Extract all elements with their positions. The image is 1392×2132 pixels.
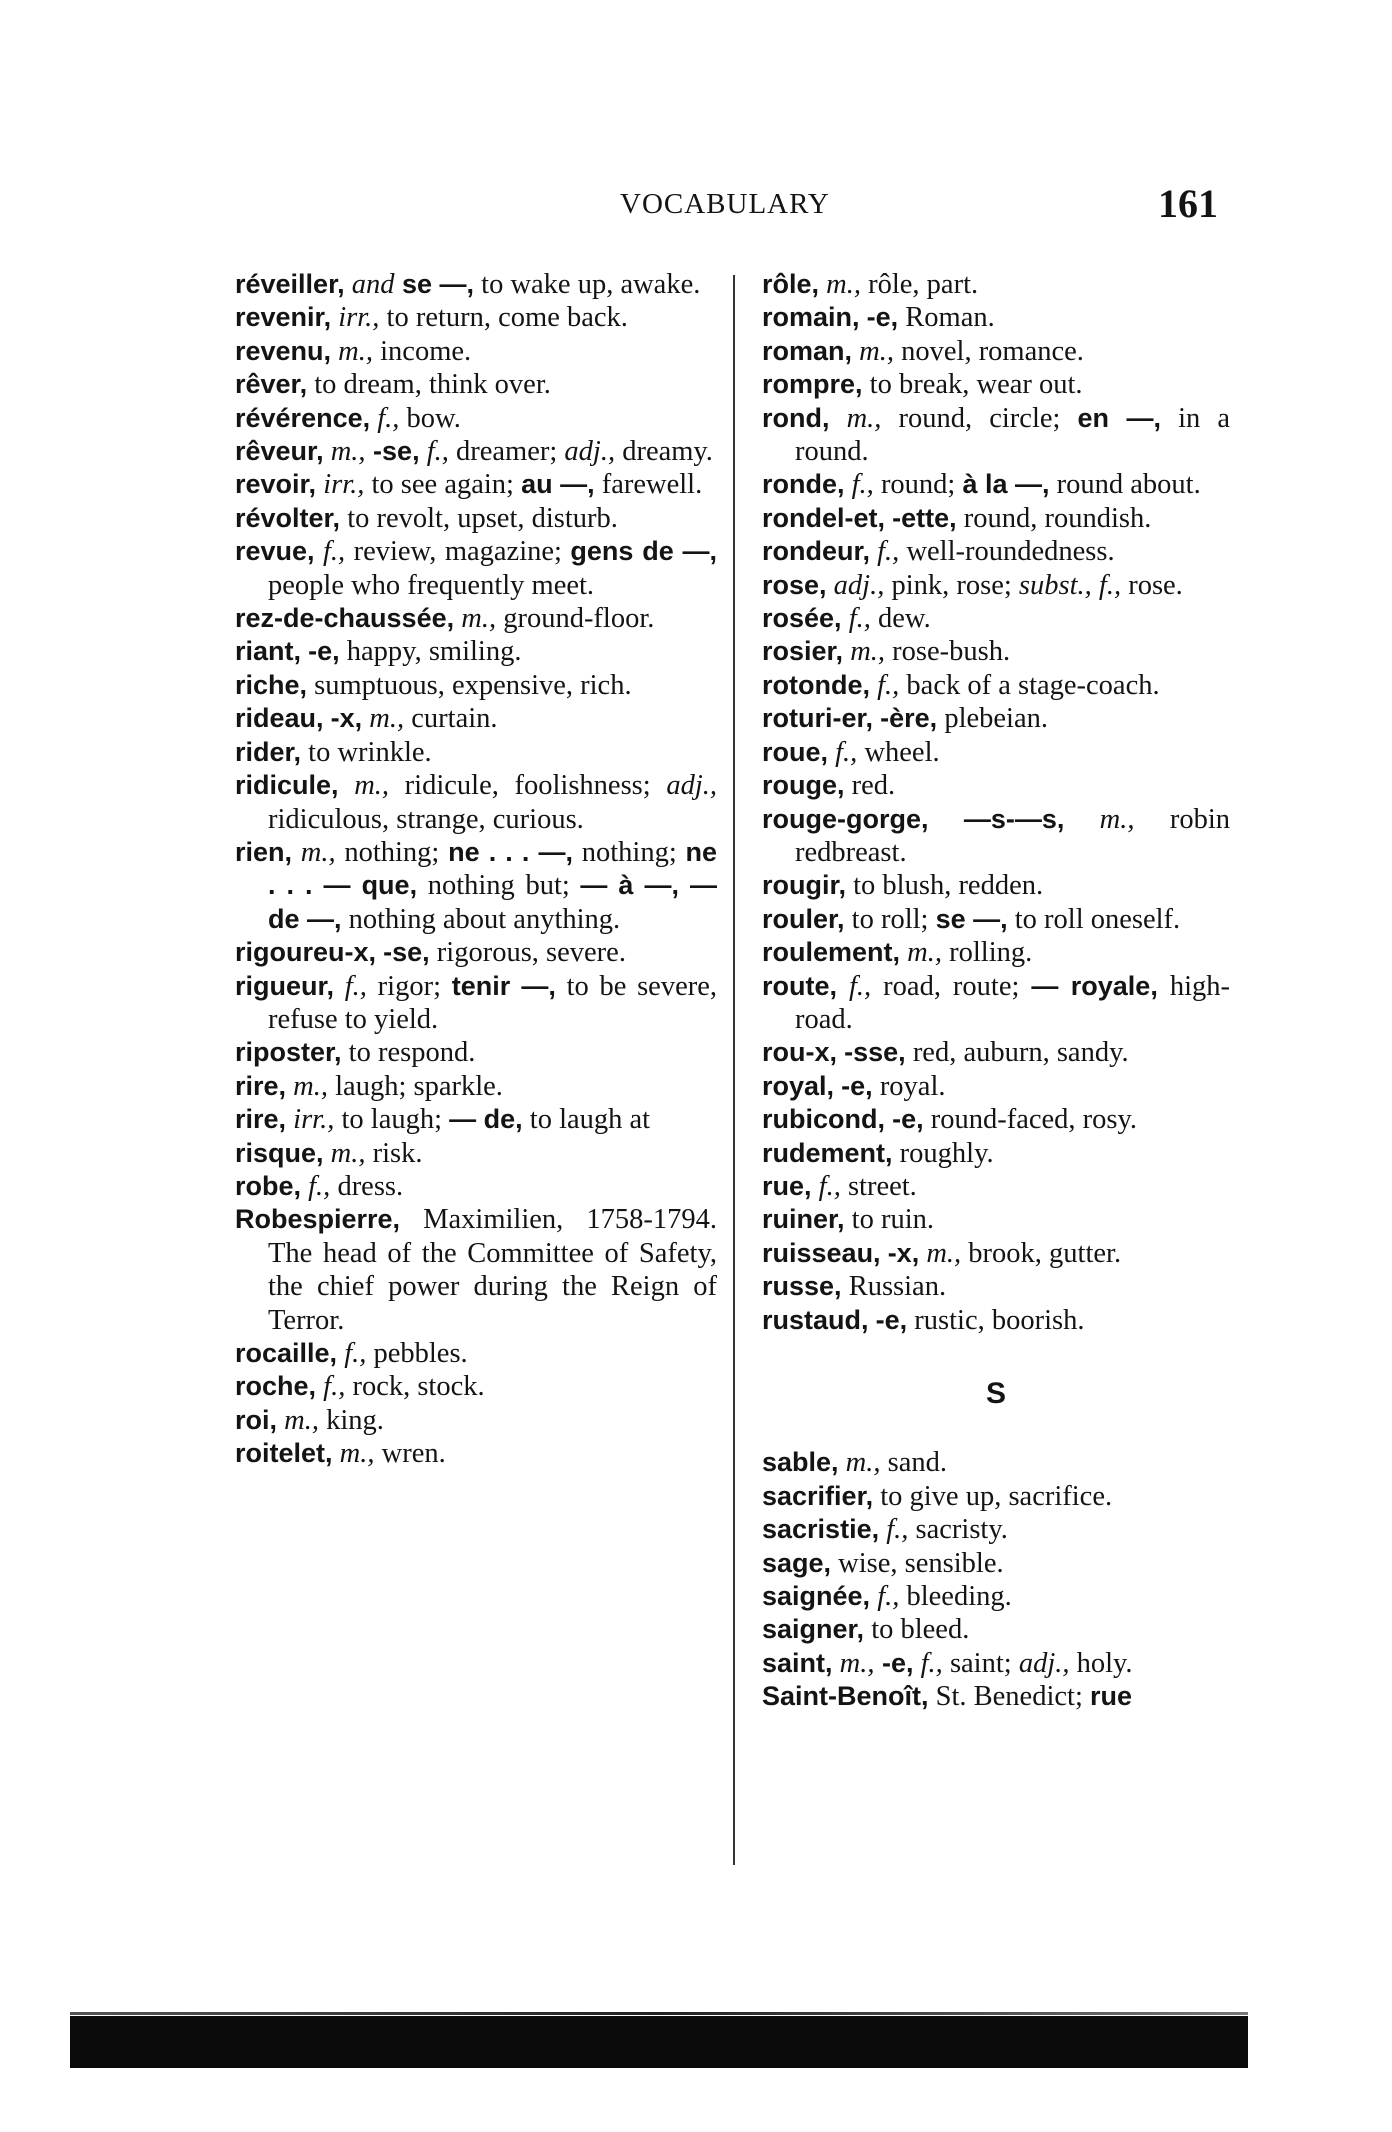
definition-text: dew. <box>870 603 931 635</box>
headword: rue, <box>762 1170 812 1201</box>
entry <box>762 736 1230 769</box>
headword: rire, <box>235 1104 287 1135</box>
definition-text: bow. <box>399 402 461 434</box>
definition-text: f., <box>419 436 449 468</box>
definition-text: rue <box>1089 1681 1133 1712</box>
definition-text: f., <box>851 469 874 501</box>
entry <box>762 1513 1230 1546</box>
definition-text: ridiculous, strange, curious. <box>268 803 584 835</box>
definition-text: wheel. <box>857 736 940 768</box>
definition-text: royal. <box>872 1070 946 1102</box>
definition-text: irr., <box>338 302 380 334</box>
headword: saigner, <box>762 1614 865 1645</box>
headword: révolter, <box>235 502 341 533</box>
definition-text: well-roundedness. <box>899 536 1115 568</box>
scan-edge-shadow <box>70 2012 1248 2015</box>
definition-text: road, route; <box>871 970 1032 1002</box>
definition-text: round about. <box>1049 469 1201 501</box>
definition-text: se —, <box>935 903 1008 934</box>
entry <box>762 1480 1230 1513</box>
definition-text: to see again; <box>364 469 522 501</box>
entry <box>762 1613 1230 1646</box>
definition-text: m., <box>284 1404 319 1436</box>
definition-text: to blush, redden. <box>853 870 1044 902</box>
entry <box>762 769 1230 802</box>
headword: rouge, <box>762 770 845 801</box>
definition-text: à la —, <box>962 469 1050 500</box>
headword: sage, <box>762 1547 832 1578</box>
headword: rien, <box>235 836 293 867</box>
definition-text: m., <box>1064 803 1135 835</box>
entry <box>762 402 1230 469</box>
definition-text: -ette, <box>892 502 957 533</box>
headword: rocaille, <box>235 1338 338 1368</box>
headword: royal, <box>762 1070 835 1101</box>
definition-text: f., <box>886 1514 909 1546</box>
entry <box>235 769 717 836</box>
definition-text: and <box>351 269 395 300</box>
definition-text: m., <box>826 269 861 300</box>
entry <box>235 1036 717 1069</box>
definition-text: -se, <box>365 436 420 467</box>
headword: revue, <box>235 536 315 567</box>
definition-text: m., <box>845 1447 881 1479</box>
headword: riant, <box>235 636 302 667</box>
definition-text: -e, <box>875 1304 908 1335</box>
scan-bottom-bar <box>70 2016 1248 2068</box>
entry <box>762 1036 1230 1069</box>
definition-text: f., <box>323 536 346 568</box>
headword: saignée, <box>762 1581 871 1612</box>
definition-text: rock, stock. <box>345 1371 485 1403</box>
definition-text: — à —, — de —, <box>268 870 717 934</box>
entry <box>235 936 717 969</box>
entry <box>762 1103 1230 1136</box>
definition-text: irr., <box>323 469 365 501</box>
definition-text: sacristy. <box>908 1514 1008 1546</box>
entry <box>235 335 717 368</box>
definition-text: curtain. <box>404 703 498 735</box>
headword: rire, <box>235 1070 287 1101</box>
entry <box>762 635 1230 668</box>
definition-text: m., <box>293 1070 329 1102</box>
definition-text: Russian. <box>848 1271 947 1303</box>
definition-text: -x, <box>887 1237 920 1268</box>
entry <box>235 268 717 301</box>
running-head: VOCABULARY <box>620 188 830 220</box>
entry <box>235 970 717 1037</box>
entry <box>762 569 1230 602</box>
definition-text: dreamy. <box>615 436 713 468</box>
entry <box>235 602 717 635</box>
entry <box>235 1070 717 1103</box>
headword: rouler, <box>762 903 845 934</box>
definition-text: m., <box>354 770 390 802</box>
headword: rustaud, <box>762 1304 869 1335</box>
definition-text: Maximilien, 1758-1794. The head of the Committee of Safety, the chief power during the Reign of Terror. <box>268 1204 717 1336</box>
definition-text: nothing; <box>573 836 686 868</box>
definition-text: -ère, <box>880 703 938 734</box>
headword: ronde, <box>762 469 845 500</box>
entry <box>235 368 717 401</box>
headword: riposter, <box>235 1037 342 1068</box>
entry <box>235 468 717 501</box>
headword: roturi-er, <box>762 703 874 734</box>
entry <box>762 1580 1230 1613</box>
headword: roue, <box>762 736 829 767</box>
definition-text: to respond. <box>348 1037 476 1069</box>
definition-text: -e, <box>866 302 899 333</box>
entry <box>762 1304 1230 1337</box>
definition-text: back of a stage-coach. <box>899 669 1160 701</box>
headword: rondeur, <box>762 536 871 567</box>
headword: rotonde, <box>762 669 870 700</box>
definition-text: -e, <box>308 636 340 667</box>
headword: rôle, <box>762 269 820 299</box>
definition-text: f., <box>877 536 900 568</box>
headword: rompre, <box>762 369 863 400</box>
definition-text: f., <box>913 1647 943 1679</box>
entry <box>235 402 717 435</box>
headword: Robespierre, <box>235 1204 401 1235</box>
headword: roche, <box>235 1371 317 1402</box>
headword: rou-x, <box>762 1037 838 1068</box>
headword: revenu, <box>235 335 332 366</box>
definition-text: nothing but; <box>417 870 581 902</box>
definition-text: m., <box>846 402 882 434</box>
definition-text: round, circle; <box>881 402 1078 434</box>
headword: rudement, <box>762 1137 893 1168</box>
definition-text: f., <box>344 1338 367 1369</box>
definition-text: f., <box>818 1170 841 1202</box>
entry <box>762 268 1230 301</box>
definition-text: f., <box>308 1170 331 1202</box>
definition-text: se —, <box>394 269 475 299</box>
entry <box>235 1137 717 1170</box>
definition-text: rose. <box>1121 569 1183 601</box>
definition-text: dreamer; <box>448 436 565 468</box>
definition-text: en —, <box>1077 402 1161 433</box>
entry <box>762 1547 1230 1580</box>
definition-text: m., <box>339 1438 375 1470</box>
headword: réveiller, <box>235 269 345 299</box>
entry <box>235 736 717 769</box>
entry <box>235 1337 717 1370</box>
definition-text: ne . . . — que, <box>268 836 717 901</box>
definition-text: to wrinkle. <box>308 736 432 768</box>
definition-text: king. <box>318 1404 384 1436</box>
section-letter: S <box>985 1377 1006 1410</box>
definition-text: adj., <box>666 770 717 802</box>
left-column <box>235 268 717 1471</box>
entry <box>762 669 1230 702</box>
definition-text: rôle, part. <box>861 269 979 300</box>
headword: revenir, <box>235 302 332 333</box>
entry <box>762 602 1230 635</box>
entry <box>762 468 1230 501</box>
headword: ruiner, <box>762 1204 845 1235</box>
definition-text: —s-—s, <box>963 803 1065 834</box>
entry <box>762 1647 1230 1680</box>
entry <box>762 301 1230 334</box>
entry <box>762 535 1230 568</box>
definition-text: -e, <box>892 1104 924 1135</box>
definition-text: to laugh; <box>334 1104 450 1136</box>
headword: rigueur, <box>235 970 335 1001</box>
entry <box>235 535 717 602</box>
headword: sable, <box>762 1447 839 1478</box>
entry <box>235 635 717 668</box>
definition-text: rustic, boorish. <box>907 1304 1085 1336</box>
definition-text: m., <box>300 836 336 868</box>
entry <box>235 1437 717 1470</box>
definition-text: -se, <box>383 937 430 968</box>
definition-text: to break, wear out. <box>869 369 1083 401</box>
definition-text: robin redbreast. <box>795 803 1230 868</box>
headword: rose, <box>762 569 827 600</box>
definition-text: round-faced, rosy. <box>923 1104 1138 1136</box>
definition-text: review, magazine; <box>345 536 571 568</box>
entry <box>762 1680 1230 1713</box>
definition-text: high-road. <box>795 970 1230 1035</box>
definition-text: St. Benedict; <box>935 1681 1090 1713</box>
right-column-s-entries <box>762 1446 1230 1713</box>
entry <box>235 301 717 334</box>
entry <box>235 1370 717 1403</box>
entry <box>762 1070 1230 1103</box>
headword: riche, <box>235 669 308 700</box>
definition-text: to dream, think over. <box>314 369 551 401</box>
headword: rez-de-chaussée, <box>235 603 455 634</box>
headword: romain, <box>762 302 860 333</box>
definition-text: red. <box>851 770 896 802</box>
entry <box>762 869 1230 902</box>
definition-text: risk. <box>365 1137 423 1169</box>
definition-text: pebbles. <box>366 1338 468 1369</box>
definition-text: holy. <box>1069 1647 1133 1679</box>
definition-text: -sse, <box>844 1037 906 1068</box>
right-column-r-entries <box>762 268 1230 1337</box>
entry <box>235 1170 717 1203</box>
definition-text: rolling. <box>942 937 1033 969</box>
entry <box>235 1103 717 1136</box>
entry <box>762 502 1230 535</box>
definition-text: f., <box>835 736 858 768</box>
headword: rêver, <box>235 369 308 400</box>
definition-text: to ruin. <box>851 1204 934 1236</box>
right-column <box>762 268 1230 1714</box>
definition-text: roughly. <box>899 1137 994 1169</box>
definition-text: f., <box>344 970 367 1002</box>
headword: rigoureu-x, <box>235 937 377 968</box>
definition-text: wren. <box>374 1438 446 1470</box>
entry <box>235 836 717 936</box>
headword: robe, <box>235 1170 302 1201</box>
definition-text: to roll; <box>851 903 936 935</box>
definition-text: m., <box>330 1137 366 1169</box>
entry <box>235 702 717 735</box>
definition-text: -e, <box>874 1647 914 1678</box>
headword: rider, <box>235 736 302 767</box>
definition-text: novel, romance. <box>894 335 1084 367</box>
headword: rêveur, <box>235 436 324 467</box>
definition-text: gens de —, <box>570 536 718 567</box>
entry <box>762 936 1230 969</box>
definition-text: sumptuous, expensive, rich. <box>314 669 632 701</box>
headword: révérence, <box>235 402 371 433</box>
definition-text: to roll oneself. <box>1007 903 1181 935</box>
definition-text: au —, <box>521 469 595 500</box>
entry <box>762 803 1230 870</box>
headword: revoir, <box>235 469 317 500</box>
entry <box>762 1446 1230 1479</box>
definition-text: dress. <box>330 1170 404 1202</box>
definition-text: — de, <box>449 1104 523 1135</box>
definition-text: in a round. <box>795 402 1230 468</box>
definition-text: saint; <box>942 1647 1019 1679</box>
definition-text: wise, sensible. <box>838 1547 1004 1579</box>
definition-text: pink, rose; <box>884 569 1019 601</box>
entry <box>762 1137 1230 1170</box>
headword: rondel-et, <box>762 502 886 533</box>
headword: rouge-gorge, <box>762 803 929 834</box>
definition-text: bleeding. <box>899 1581 1012 1613</box>
definition-text: f., <box>849 970 872 1002</box>
entry <box>235 669 717 702</box>
definition-text: subst., f., <box>1018 569 1122 601</box>
entry <box>235 502 717 535</box>
definition-text: to wake up, awake. <box>474 269 701 300</box>
entry <box>762 368 1230 401</box>
headword: rond, <box>762 402 830 433</box>
definition-text: f., <box>877 669 900 701</box>
definition-text: m., <box>859 335 894 367</box>
headword: roulement, <box>762 937 901 968</box>
definition-text: people who frequently meet. <box>268 569 595 601</box>
definition-text: street. <box>840 1170 917 1202</box>
definition-text: adj., <box>833 569 885 601</box>
definition-text: rigorous, severe. <box>429 937 626 969</box>
definition-text: adj., <box>1018 1647 1070 1679</box>
headword: ruisseau, <box>762 1237 881 1268</box>
headword: rougir, <box>762 870 847 901</box>
headword: route, <box>762 970 838 1001</box>
definition-text: m., <box>362 703 405 735</box>
definition-text: rose-bush. <box>885 636 1011 668</box>
headword: rideau, <box>235 703 324 734</box>
definition-text: — royale, <box>1031 970 1158 1001</box>
definition-text: round, roundish. <box>956 502 1152 534</box>
definition-text: m., <box>850 636 886 668</box>
definition-text: to give up, sacrifice. <box>880 1480 1113 1512</box>
entry <box>762 1237 1230 1270</box>
entry <box>762 1203 1230 1236</box>
headword: rubicond, <box>762 1104 885 1135</box>
definition-text: tenir —, <box>451 970 556 1001</box>
definition-text: to revolt, upset, disturb. <box>347 502 618 534</box>
entry <box>762 1270 1230 1303</box>
entry <box>762 970 1230 1037</box>
headword: ridicule, <box>235 770 339 801</box>
definition-text: -x, <box>330 703 363 734</box>
definition-text: m., <box>338 335 374 367</box>
page-number: 161 <box>1158 181 1218 226</box>
entry <box>235 435 717 468</box>
definition-text: rigor; <box>366 970 452 1002</box>
entry <box>762 335 1230 368</box>
definition-text: f., <box>877 1581 900 1613</box>
definition-text: m., <box>839 1647 875 1679</box>
definition-text: -e, <box>841 1070 873 1101</box>
definition-text: ne . . . —, <box>448 836 574 867</box>
definition-text: f., <box>377 402 400 434</box>
definition-text: ground-floor. <box>496 603 655 635</box>
headword: sacrifier, <box>762 1480 874 1511</box>
definition-text: income. <box>373 335 472 367</box>
entry <box>235 1203 717 1337</box>
definition-text: m., <box>461 603 497 635</box>
headword: rosée, <box>762 603 842 634</box>
headword: roitelet, <box>235 1438 333 1469</box>
definition-text: Roman. <box>898 302 995 334</box>
entry <box>762 702 1230 735</box>
definition-text: m., <box>919 1237 962 1269</box>
definition-text: m., <box>330 436 366 468</box>
headword: roman, <box>762 335 853 366</box>
definition-text: red, auburn, sandy. <box>905 1037 1129 1069</box>
entry <box>235 1404 717 1437</box>
headword: Saint-Benoît, <box>762 1681 929 1712</box>
headword: sacristie, <box>762 1514 880 1545</box>
definition-text: adj., <box>564 436 616 468</box>
headword: russe, <box>762 1271 842 1302</box>
definition-text: to laugh at <box>522 1104 651 1136</box>
entry <box>762 903 1230 936</box>
definition-text: ridicule, foolishness; <box>389 770 667 802</box>
definition-text: irr., <box>293 1104 335 1136</box>
definition-text: f., <box>323 1371 346 1403</box>
definition-text: nothing; <box>335 836 449 868</box>
definition-text: f., <box>848 603 871 635</box>
definition-text: nothing about anything. <box>341 903 621 935</box>
headword: rosier, <box>762 636 844 667</box>
definition-text: farewell. <box>594 469 703 501</box>
headword: roi, <box>235 1404 278 1435</box>
column-divider <box>733 275 735 1865</box>
definition-text: to be severe, refuse to yield. <box>268 970 718 1035</box>
headword: risque, <box>235 1137 324 1168</box>
headword: saint, <box>762 1647 833 1678</box>
definition-text: happy, smiling. <box>339 636 522 668</box>
definition-text: brook, gutter. <box>961 1237 1122 1269</box>
definition-text: laugh; sparkle. <box>328 1070 503 1102</box>
definition-text: round; <box>873 469 963 501</box>
entry <box>762 1170 1230 1203</box>
definition-text: to bleed. <box>871 1614 970 1646</box>
definition-text: sand. <box>880 1447 948 1479</box>
definition-text: to return, come back. <box>379 302 628 334</box>
definition-text: plebeian. <box>937 703 1048 735</box>
definition-text: m., <box>907 937 942 969</box>
